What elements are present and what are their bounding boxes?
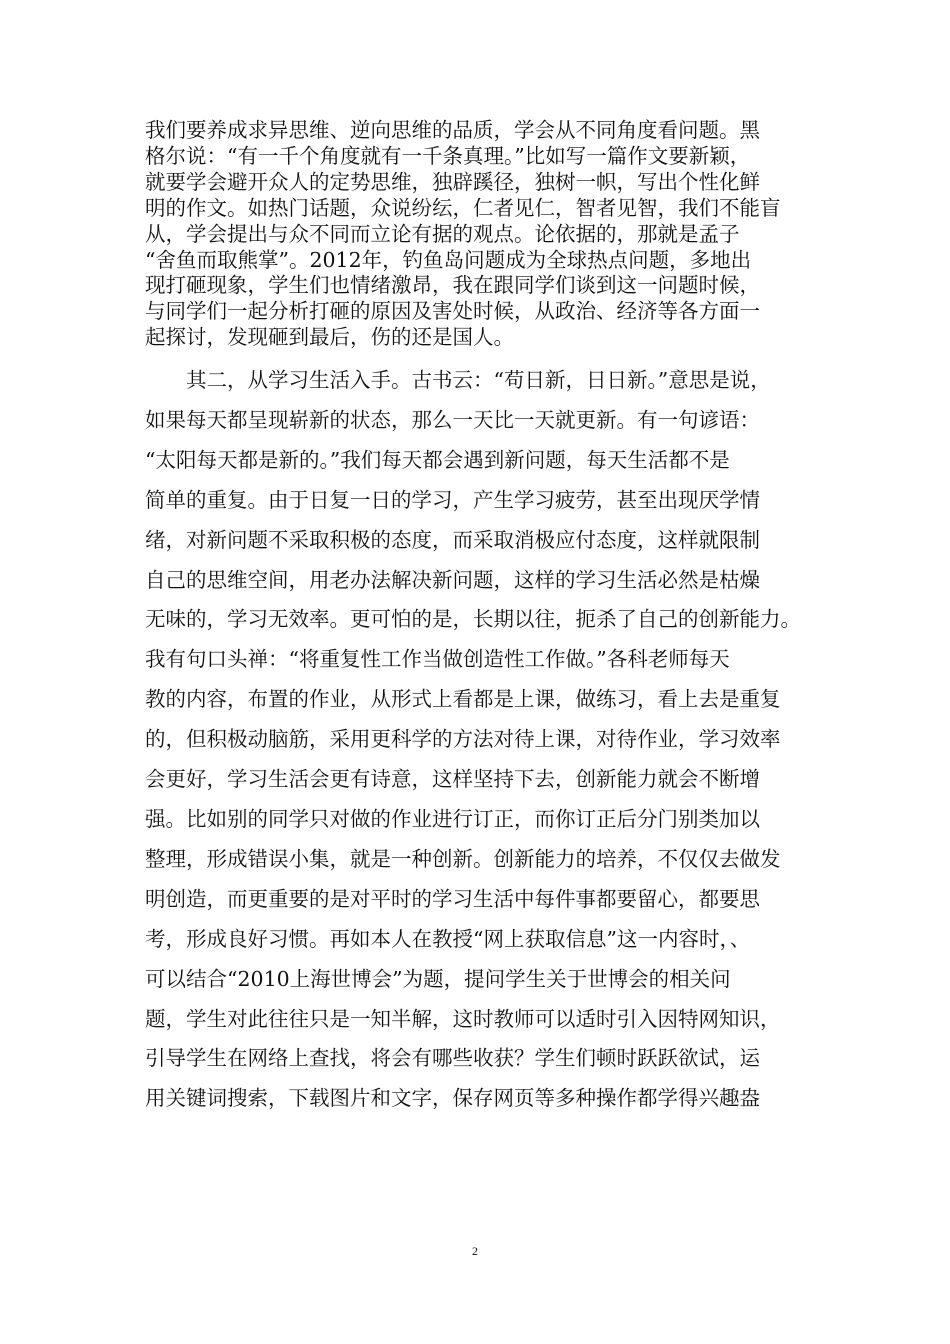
paragraph-dense <box>145 118 817 351</box>
text-line: 整理，形成错误小集，就是一种创新。创新能力的培养，不仅仅去做发 <box>145 846 781 871</box>
text-line: 与同学们一起分析打砸的原因及害处时候，从政治、经济等各方面一 <box>145 299 760 324</box>
text-line: 绪，对新问题不采取积极的态度，而采取消极应付态度，这样就限制 <box>145 527 760 552</box>
text-line: 明的作文。如热门话题，众说纷纭，仁者见仁，智者见智，我们不能盲 <box>145 195 781 220</box>
text-line: 强。比如别的同学只对做的作业进行订正，而你订正后分门别类加以 <box>145 806 760 831</box>
page-number: 2 <box>472 1244 478 1258</box>
text-line: 可以结合“2010上海世博会”为题，提问学生关于世博会的相关问 <box>145 966 731 991</box>
text-line: 起探讨，发现砸到最后，伤的还是国人。 <box>145 325 514 350</box>
text-line: “太阳每天都是新的。”我们每天都会遇到新问题，每天生活都不是 <box>145 447 730 472</box>
text-line: 用关键词搜索，下载图片和文字，保存网页等多种操作都学得兴趣盎 <box>145 1086 760 1111</box>
text-line: 从，学会提出与众不同而立论有据的观点。论依据的，那就是孟子 <box>145 221 740 246</box>
text-line: 教的内容，布置的作业，从形式上看都是上课，做练习，看上去是重复 <box>145 687 781 712</box>
text-line: 的，但积极动脑筋，采用更科学的方法对待上课，对待作业，学习效率 <box>145 727 781 752</box>
text-line: 考，形成良好习惯。再如本人在教授“网上获取信息”这一内容时，、 <box>145 926 751 951</box>
text-line: 简单的重复。由于日复一日的学习，产生学习疲劳，甚至出现厌学情 <box>145 487 760 512</box>
text-line: 明创造，而更重要的是对平时的学习生活中每件事都要留心，都要思 <box>145 886 760 911</box>
text-line: 题，学生对此往往只是一知半解，这时教师可以适时引入因特网知识， <box>145 1006 781 1031</box>
text-line: 就要学会避开众人的定势思维，独辟蹊径，独树一帜，写出个性化鲜 <box>145 169 760 194</box>
text-line: 我们要养成求异思维、逆向思维的品质，学会从不同角度看问题。黑 <box>145 118 760 142</box>
text-line: 格尔说：“有一千个角度就有一千条真理。”比如写一篇作文要新颖， <box>145 143 751 168</box>
text-line: 自己的思维空间，用老办法解决新问题，这样的学习生活必然是枯燥 <box>145 567 760 592</box>
text-line: 无味的，学习无效率。更可怕的是，长期以往，扼杀了自己的创新能力。 <box>145 607 801 632</box>
text-line: 如果每天都呈现崭新的状态，那么一天比一天就更新。有一句谚语： <box>145 407 760 432</box>
text-line: 我有句口头禅：“将重复性工作当做创造性工作做。”各科老师每天 <box>145 647 730 672</box>
text-line: 现打砸现象，学生们也情绪激昂，我在跟同学们谈到这一问题时候， <box>145 273 760 298</box>
paragraph-spaced <box>145 361 817 1119</box>
text-line: 会更好，学习生活会更有诗意，这样坚持下去，创新能力就会不断增 <box>145 767 760 792</box>
text-line: 引导学生在网络上查找，将会有哪些收获？学生们顿时跃跃欲试，运 <box>145 1046 760 1071</box>
text-line: 其二，从学习生活入手。古书云：“苟日新，日日新。”意思是说， <box>145 368 771 392</box>
text-line: “舍鱼而取熊掌”。2012年，钓鱼岛问题成为全球热点问题，多地出 <box>145 247 752 272</box>
